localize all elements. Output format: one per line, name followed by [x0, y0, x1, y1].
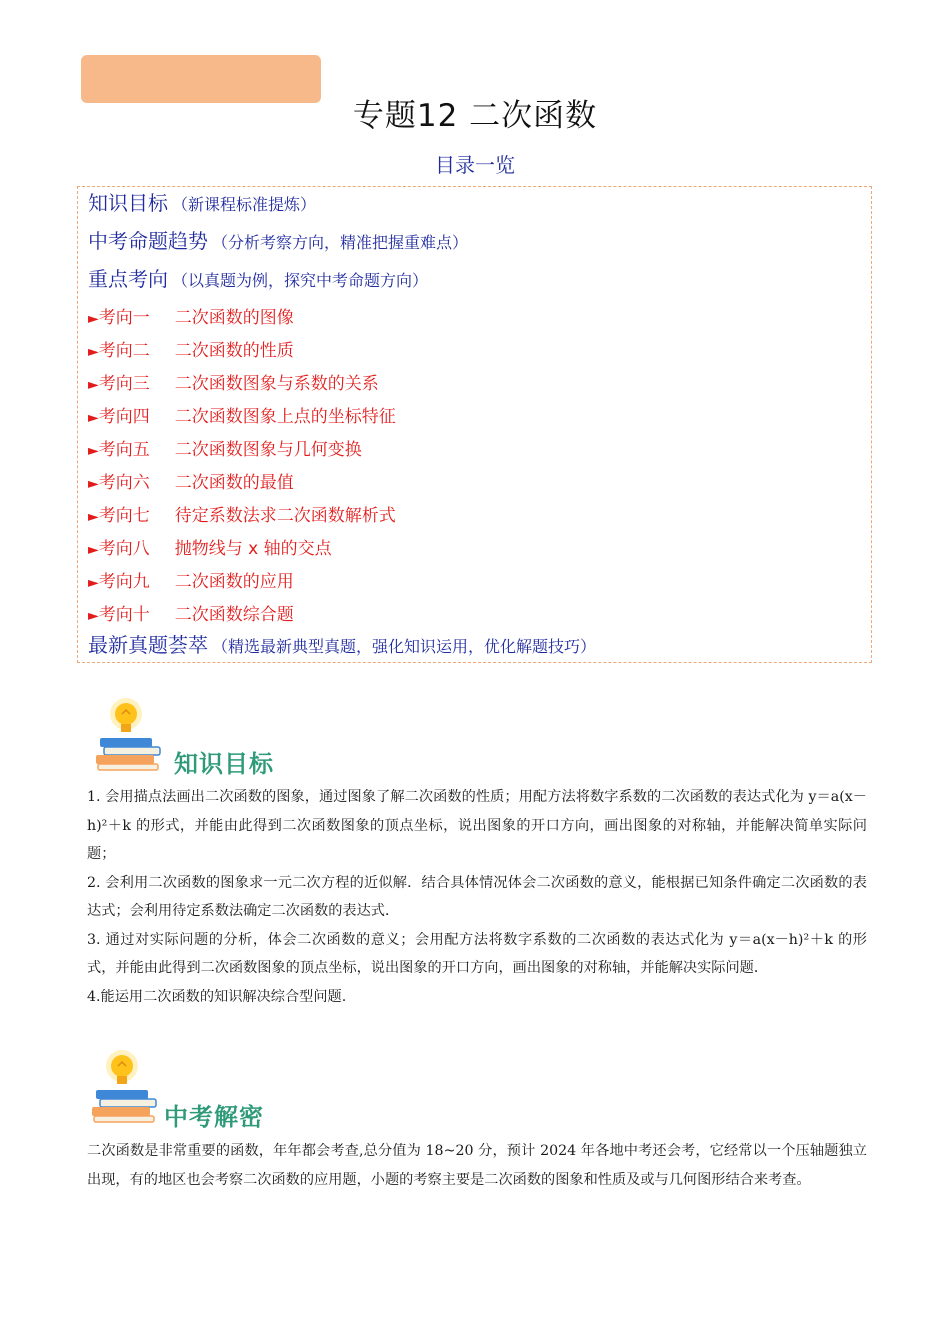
toc-item-text: 二次函数的性质: [174, 341, 294, 361]
triangle-marker-icon: ►: [88, 575, 99, 591]
section-heading-exam: 中考解密: [164, 1103, 264, 1131]
table-of-contents: [77, 186, 872, 663]
section-heading-knowledge: 知识目标: [174, 750, 274, 778]
toc-item-num: 考向一: [98, 308, 150, 328]
lightbulb-books-icon: [92, 692, 166, 774]
toc-section-label: 最新真题荟萃: [88, 633, 208, 657]
toc-item-text: 二次函数图象与几何变换: [174, 440, 362, 460]
toc-item-text: 抛物线与 x 轴的交点: [174, 539, 332, 559]
toc-item[interactable]: [88, 501, 396, 526]
toc-item-text: 待定系数法求二次函数解析式: [174, 506, 396, 526]
toc-item[interactable]: [88, 468, 294, 493]
toc-item-num: 考向七: [98, 506, 150, 526]
toc-item-num: 考向六: [98, 473, 150, 493]
triangle-marker-icon: ►: [88, 377, 99, 393]
toc-item-text: 二次函数综合题: [174, 605, 294, 625]
toc-item-num: 考向三: [98, 374, 150, 394]
toc-section-note: （分析考察方向，精准把握重难点）: [212, 233, 469, 252]
toc-item-text: 二次函数图象与系数的关系: [174, 374, 379, 394]
toc-item[interactable]: [88, 435, 362, 460]
toc-item-text: 二次函数的最值: [174, 473, 294, 493]
toc-item-num: 考向八: [98, 539, 150, 559]
knowledge-paragraph: 3. 通过对实际问题的分析，体会二次函数的意义；会用配方法将数字系数的二次函数的表达式化为 y＝a(x－h)²＋k 的形式，并能由此得到二次函数图象的顶点坐标，说出图象的开口方向，画出图象的对称轴，并能解决实际问题．: [87, 931, 867, 976]
triangle-marker-icon: ►: [88, 476, 99, 492]
knowledge-paragraphs: [87, 783, 867, 1011]
toc-section-trend[interactable]: [88, 225, 468, 254]
exam-paragraph: 二次函数是非常重要的函数，年年都会考查,总分值为 18~20 分，预计 2024 年各地中考还会考，它经常以一个压轴题独立出现，有的地区也会考察二次函数的应用题，小题的考察主要是二次函数的图象和性质及或与几何图形结合来考查。: [87, 1143, 867, 1188]
toc-section-latest[interactable]: [88, 629, 596, 658]
toc-item[interactable]: [88, 369, 379, 394]
triangle-marker-icon: ►: [88, 344, 99, 360]
toc-section-focus[interactable]: [88, 263, 428, 292]
toc-section-label: 重点考向: [88, 267, 168, 291]
toc-section-knowledge[interactable]: [88, 187, 316, 216]
toc-item[interactable]: [88, 303, 294, 328]
toc-item[interactable]: [88, 402, 396, 427]
toc-item-text: 二次函数图象上点的坐标特征: [174, 407, 396, 427]
triangle-marker-icon: ►: [88, 542, 99, 558]
page-title: 专题12 二次函数: [352, 98, 598, 134]
toc-item[interactable]: [88, 336, 294, 361]
toc-item[interactable]: [88, 534, 332, 559]
toc-item-num: 考向五: [98, 440, 150, 460]
triangle-marker-icon: ►: [88, 608, 99, 624]
toc-section-label: 中考命题趋势: [88, 229, 208, 253]
triangle-marker-icon: ►: [88, 509, 99, 525]
toc-item[interactable]: [88, 567, 294, 592]
knowledge-paragraph: 4.能运用二次函数的知识解决综合型问题.: [87, 988, 347, 1005]
toc-item-text: 二次函数的应用: [174, 572, 294, 592]
toc-title: 目录一览: [435, 153, 515, 177]
knowledge-paragraph: 1. 会用描点法画出二次函数的图象，通过图象了解二次函数的性质；用配方法将数字系数的二次函数的表达式化为 y＝a(x－h)²＋k 的形式，并能由此得到二次函数图象的顶点坐标，说出图象的开口方向，画出图象的对称轴，并能解决简单实际问题；: [87, 789, 867, 862]
knowledge-paragraph: 2. 会利用二次函数的图象求一元二次方程的近似解．结合具体情况体会二次函数的意义，能根据已知条件确定二次函数的表达式；会利用待定系数法确定二次函数的表达式．: [87, 874, 867, 919]
toc-section-note: （新课程标准提炼）: [172, 195, 317, 214]
toc-section-note: （以真题为例，探究中考命题方向）: [172, 271, 429, 290]
toc-section-note: （精选最新典型真题，强化知识运用，优化解题技巧）: [212, 637, 597, 656]
triangle-marker-icon: ►: [88, 443, 99, 459]
toc-item-num: 考向二: [98, 341, 150, 361]
triangle-marker-icon: ►: [88, 311, 99, 327]
toc-section-label: 知识目标: [88, 191, 168, 215]
toc-item-num: 考向四: [98, 407, 150, 427]
toc-item-text: 二次函数的图像: [174, 308, 294, 328]
exam-paragraph-block: [87, 1137, 867, 1194]
toc-item-num: 考向九: [98, 572, 150, 592]
triangle-marker-icon: ►: [88, 410, 99, 426]
toc-item-num: 考向十: [98, 605, 150, 625]
lightbulb-books-icon: [88, 1044, 162, 1126]
toc-item[interactable]: [88, 600, 294, 625]
